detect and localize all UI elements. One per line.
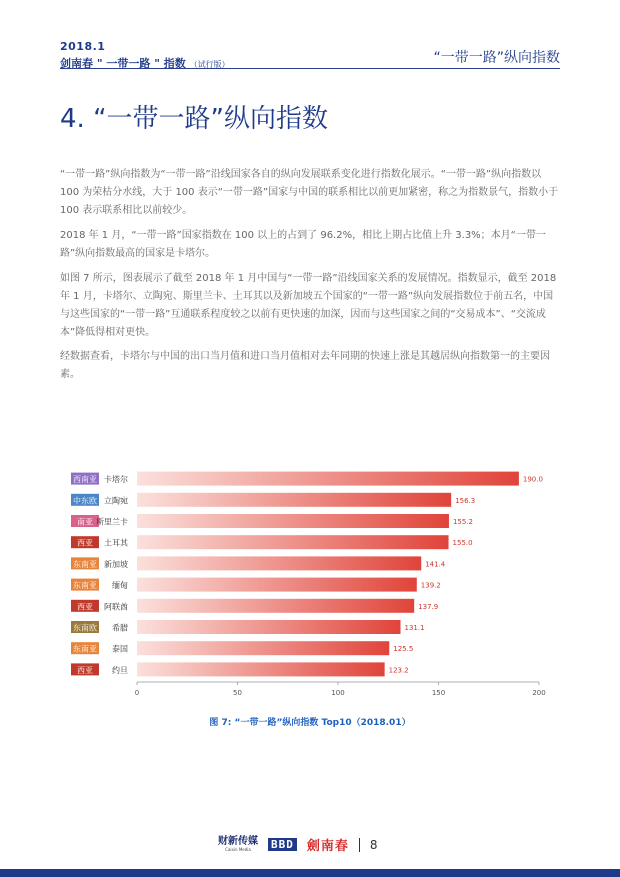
category-label: 约旦: [112, 665, 128, 675]
jiannanchun-logo: 劍南春: [306, 839, 349, 854]
caixin-logo: [218, 837, 258, 852]
data-label: 125.5: [393, 645, 414, 654]
data-label: 137.9: [418, 602, 439, 611]
paragraph-3: 如图 7 所示，图表展示了截至 2018 年 1 月中国与“一带一路”沿线国家关系的发展情况。指数显示，截至 2018 年 1 月，卡塔尔、立陶宛、斯里兰卡、土耳其以及新加坡五个国家的“一带一路”纵向发展指数位于前五名，中国与这些国家的“一带一路”互通联系程度较之以前有更快速的加深，因而与这些国家之间的“交易成本”、“交流成本”降低得相对更快。: [60, 273, 557, 338]
region-badge-label: 中东欧: [73, 496, 97, 506]
page-number: 8: [369, 837, 378, 852]
x-tick-label: 200: [532, 689, 546, 697]
bar: [137, 493, 451, 507]
bar: [137, 535, 449, 549]
category-label: 卡塔尔: [104, 475, 128, 485]
bottom-bar: [0, 869, 620, 877]
footer-separator: [359, 838, 360, 852]
region-badge-label: 东南亚: [73, 559, 97, 569]
data-label: 123.2: [388, 666, 409, 675]
bar: [137, 472, 519, 486]
header-brand-name: 剑南春 " 一带一路 " 指数: [60, 57, 186, 70]
category-label: 斯里兰卡: [96, 517, 128, 527]
header-divider: [60, 68, 560, 69]
bar: [137, 556, 421, 570]
data-label: 131.1: [404, 624, 425, 632]
caixin-logo-sub: Caixin Media: [225, 847, 251, 852]
region-badge-label: 西亚: [77, 602, 93, 612]
header-brand-suffix: （试行版）: [189, 60, 230, 69]
region-badge-label: 西南亚: [73, 475, 97, 485]
region-badge-label: 东南欧: [73, 623, 97, 633]
x-tick-label: 150: [431, 689, 446, 697]
region-badge-label: 西亚: [77, 665, 93, 675]
data-label: 156.3: [455, 496, 476, 505]
bar-chart: [0, 460, 620, 705]
region-badge-label: 西亚: [77, 538, 93, 548]
category-label: 新加坡: [104, 559, 128, 569]
region-badge-label: 南亚: [77, 517, 93, 527]
bar: [137, 599, 414, 613]
category-label: 希腊: [112, 623, 128, 633]
bar: [137, 641, 389, 655]
bar: [137, 514, 449, 528]
data-label: 155.0: [452, 539, 473, 548]
bar: [137, 578, 417, 592]
data-label: 190.0: [522, 475, 543, 484]
header-left: [60, 40, 230, 71]
paragraph-4: 经数据查看，卡塔尔与中国的出口当月值和进口当月值相对去年同期的快速上涨是其越居纵向指数第一的主要因素。: [60, 351, 550, 380]
header-year: 2018.1: [60, 40, 106, 53]
category-label: 阿联酋: [104, 602, 128, 612]
x-tick-label: 0: [134, 689, 140, 697]
region-badge-label: 东南亚: [73, 644, 97, 654]
data-label: 141.4: [425, 560, 446, 569]
bar: [137, 620, 401, 634]
data-label: 139.2: [420, 581, 441, 590]
footer-logos: [218, 835, 378, 854]
x-tick-label: 50: [233, 689, 242, 697]
caixin-logo-text: 财新传媒: [218, 836, 258, 847]
figure-caption: 图 7: “一带一路”纵向指数 Top10（2018.01）: [209, 718, 411, 728]
bar: [137, 662, 385, 676]
x-tick-label: 100: [331, 689, 345, 697]
bbd-logo: BBD: [268, 838, 297, 851]
paragraph-1: “一带一路”纵向指数为“一带一路”沿线国家各自的纵向发展联系变化进行指数化展示。“一带一路”纵向指数以 100 为荣枯分水线，大于 100 表示“一带一路”国家与中国的联系相比以前更加紧密，称之为指数景气，指数小于 100 表示联系相比以前较少。: [60, 169, 559, 216]
category-label: 立陶宛: [104, 496, 128, 506]
data-label: 155.2: [452, 518, 473, 526]
page-title: 4. “一带一路”纵向指数: [60, 104, 329, 134]
category-label: 土耳其: [104, 538, 128, 548]
region-badge-label: 东南亚: [73, 581, 97, 591]
paragraph-2: 2018 年 1 月，“一带一路”国家指数在 100 以上的占到了 96.2%，相比上期占比值上升 3.3%；本月“一带一路”纵向指数最高的国家是卡塔尔。: [60, 230, 546, 259]
category-label: 泰国: [112, 644, 128, 654]
category-label: 缅甸: [112, 581, 128, 591]
header-section-title: “一带一路”纵向指数: [433, 50, 560, 66]
